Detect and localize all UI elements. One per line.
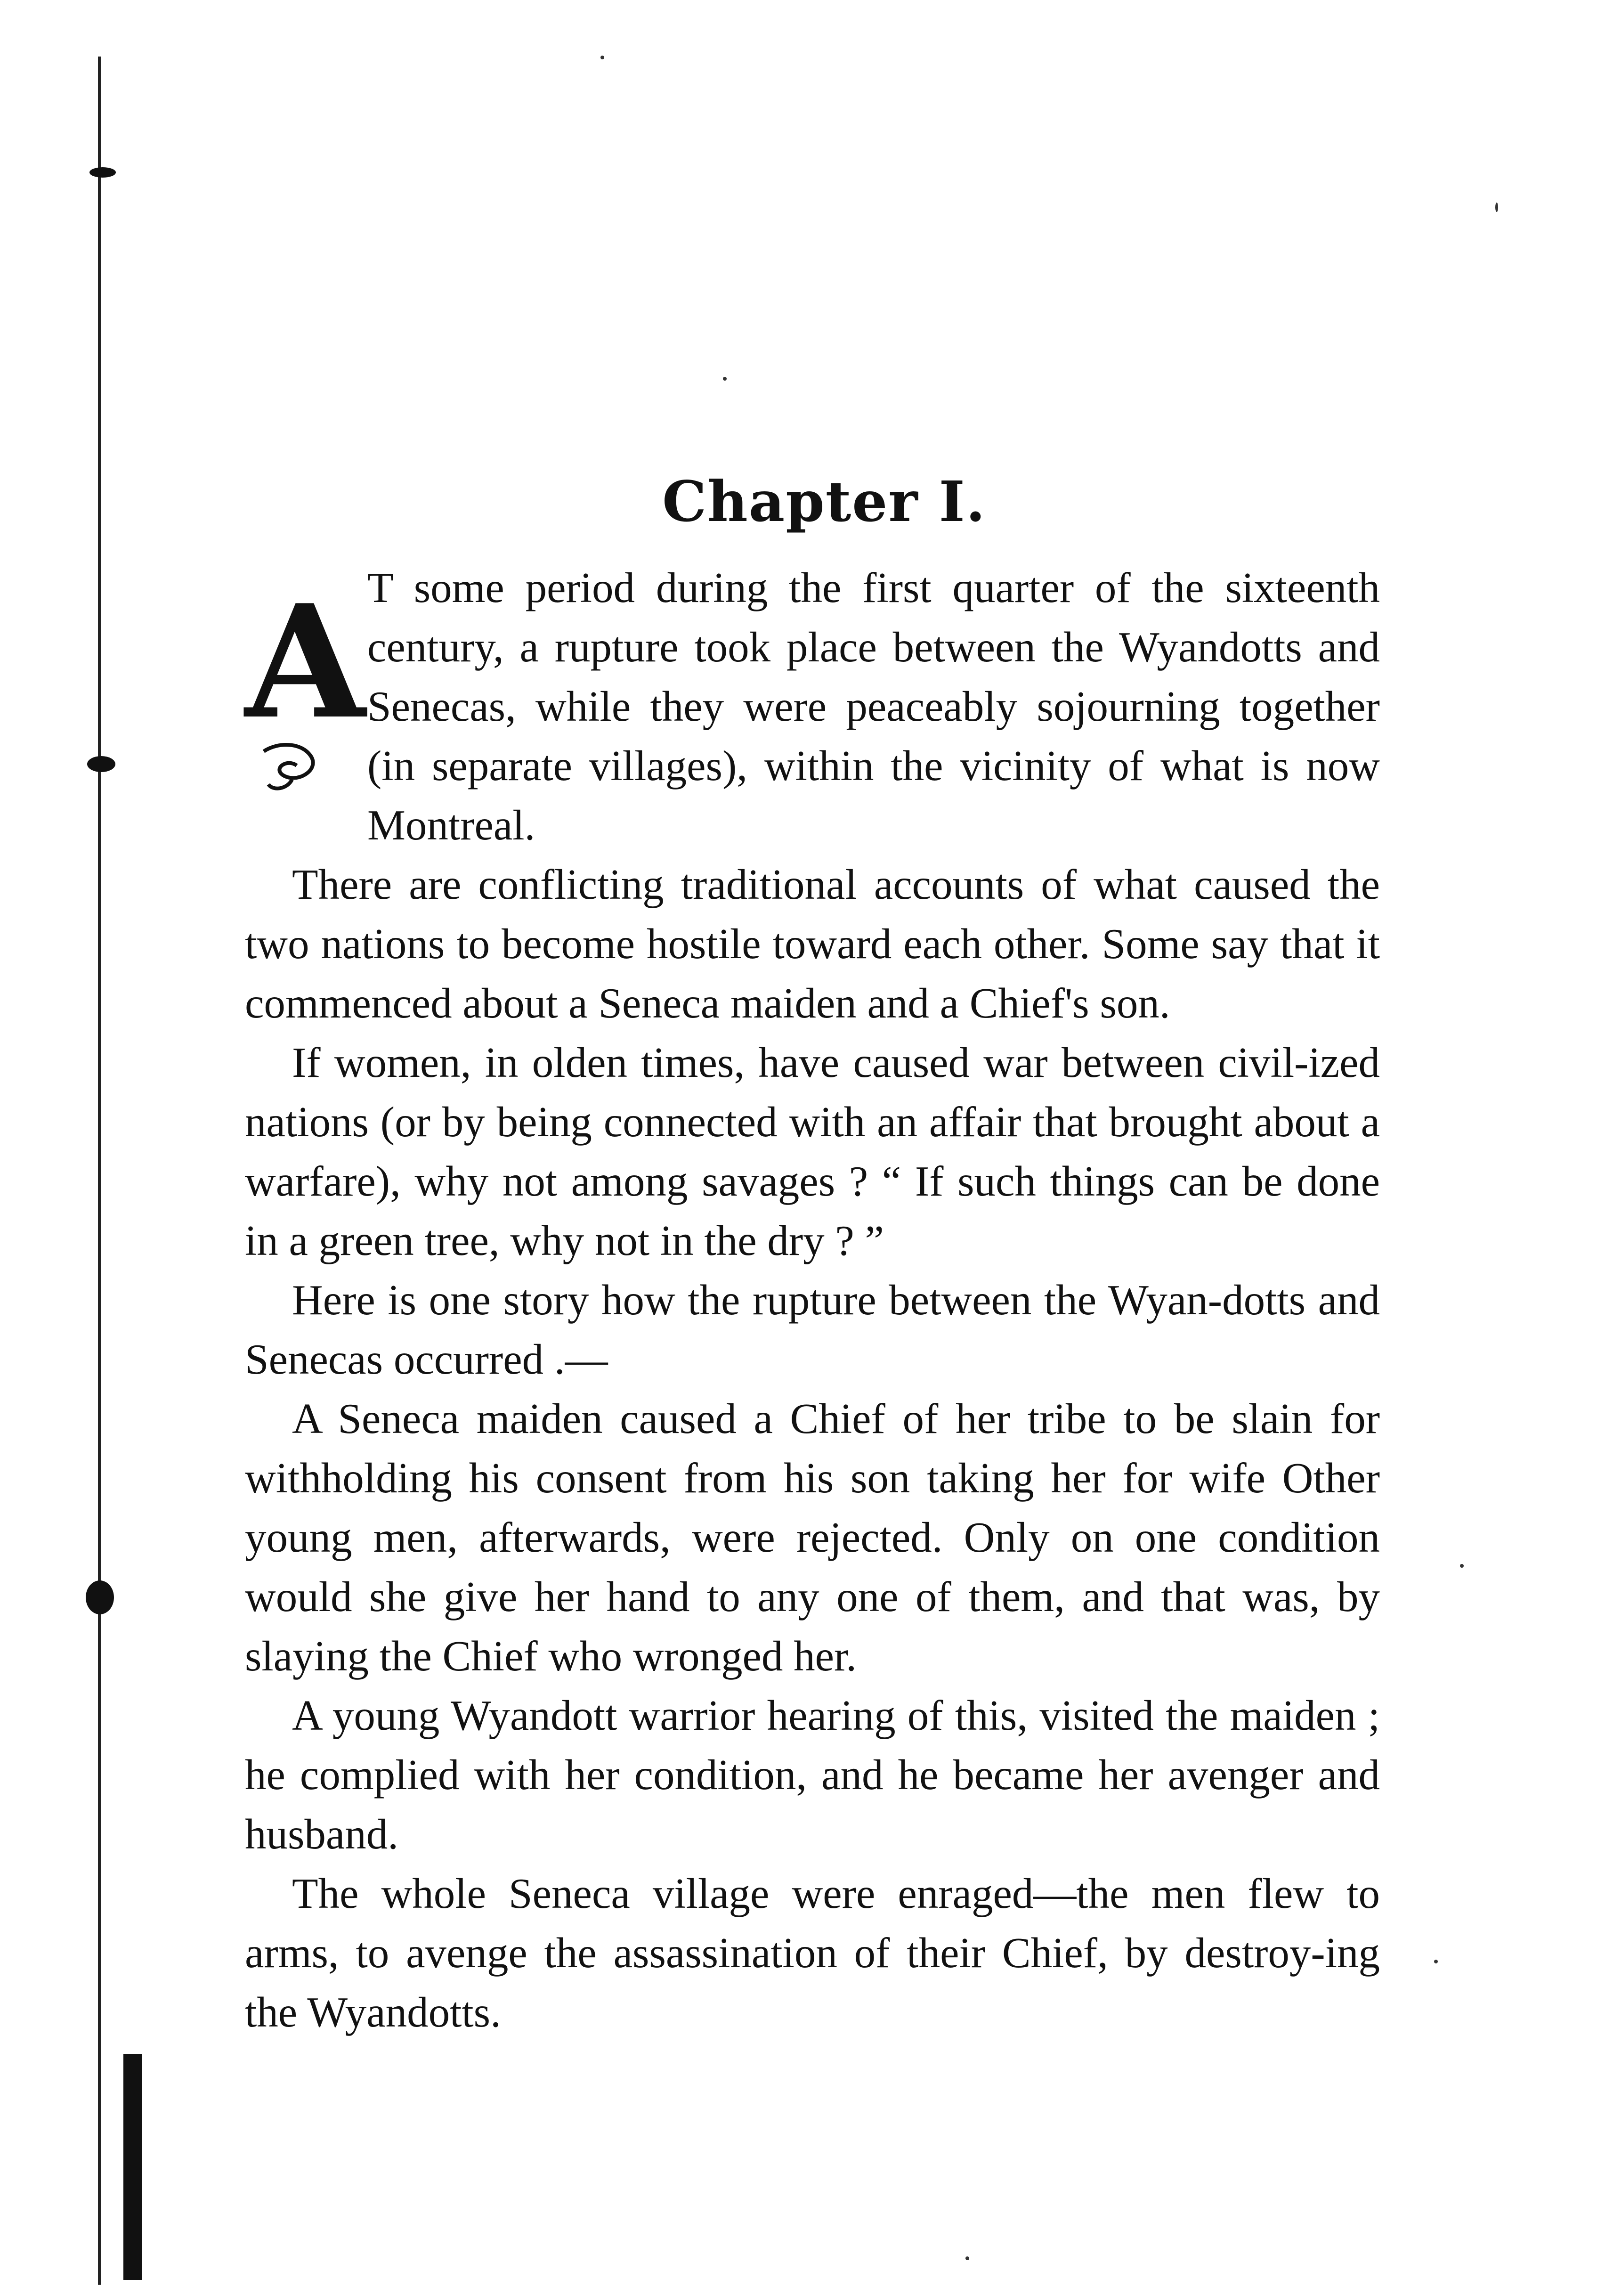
paragraph: A Seneca maiden caused a Chief of her tribe to be slain for withholding his consent from his son taking her for wife Other young men, afterwards, were rejected. Only on one condition would she give her hand to any one of them, and that was, by slaying the Chief who wronged her.: [245, 1395, 1380, 1680]
chapter-title: Chapter I.: [662, 469, 986, 534]
paragraph: There are conflicting traditional accounts of what caused the two nations to become hostile toward each other. Some say that it commenced about a Seneca maiden and a Chief's son.: [245, 861, 1380, 1027]
binding-mark: [86, 1580, 114, 1614]
paragraph-text: T some period during the first quarter of the sixteenth century, a rupture took place between the Wyandotts and Senecas, while they were peaceably sojourning together (in separate villages), within the vicinity of what is now Montreal.: [367, 564, 1380, 849]
drop-cap: [245, 563, 366, 798]
body-text: [245, 558, 1380, 2042]
paragraph: If women, in olden times, have caused war between civil-ized nations (or by being connected with an affair that brought about a warfare), why not among savages ? “ If such things can be done in a green tree, why not in the dry ? ”: [245, 1039, 1380, 1264]
page-speck: [1460, 1564, 1464, 1568]
paragraph: [245, 558, 1380, 855]
page-speck: [1434, 1960, 1438, 1963]
paragraph: The whole Seneca village were enraged—the men flew to arms, to avenge the assassination of their Chief, by destroy-ing the Wyandotts.: [245, 1870, 1380, 2036]
page-speck: [1495, 203, 1498, 212]
binding-line: [98, 57, 101, 2285]
page-speck: [600, 56, 604, 59]
binding-mark: [89, 167, 116, 178]
binding-mark: [87, 756, 115, 772]
flourish-ornament: [259, 742, 325, 794]
paragraph: A young Wyandott warrior hearing of this, visited the maiden ; he complied with her condition, and he became her avenger and husband.: [245, 1692, 1380, 1858]
binding-shadow: [123, 2054, 142, 2280]
page-speck: [965, 2256, 969, 2260]
paragraph: Here is one story how the rupture between the Wyan-dotts and Senecas occurred .—: [245, 1276, 1380, 1383]
page-speck: [723, 377, 727, 381]
drop-cap-letter: A: [245, 570, 366, 753]
